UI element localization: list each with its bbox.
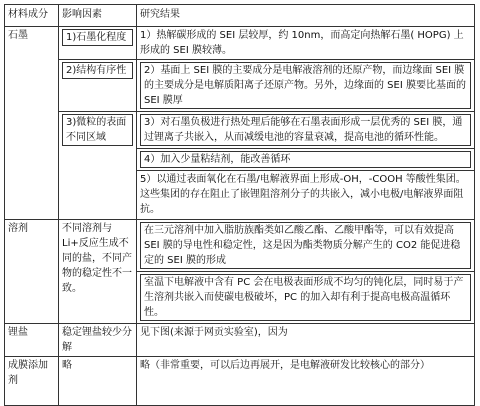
cell-material-additive: 成膜添加剂: [5, 357, 59, 406]
cell-result-lithium-salt: 见下图(来源于网贡实验室)，因为: [137, 324, 475, 357]
table-header-row: [5, 5, 475, 27]
table-row-graphite-2: [5, 60, 475, 112]
research-table-page: [4, 4, 474, 406]
cell-factor-additive: 略: [59, 357, 137, 406]
cell-factor-lithium-salt: 稳定锂盐较少分解: [59, 324, 137, 357]
cell-material-lithium-salt: 锂盐: [5, 324, 59, 357]
factor-box-2: 2)结构有序性: [62, 62, 133, 79]
result-box-solvent-2: 室温下电解液中含有 PC 会在电极表面形成不均匀的钝化层，同时易于产生溶剂共嵌入而使碳电极破坏，PC 的加入却有利于提高电极高温循环性。: [140, 274, 471, 321]
cell-material-graphite: 石墨: [5, 27, 59, 220]
cell-result-additive: 略（非常重要，可以后边再展开，是电解液研发比较核心的部分）: [137, 357, 475, 406]
cell-factor-graphitization: [59, 27, 137, 60]
table-row-solvent: [5, 220, 475, 272]
factor-box-1: 1)石墨化程度: [62, 29, 133, 46]
result-box-4: 4）加入少量粘结剂，能改善循环: [140, 151, 471, 168]
cell-result-1: 1）热解碳形成的 SEI 层较厚，约 10nm，而高定向热解石墨( HOPG) 上形成的 SEI 膜较薄。: [137, 27, 475, 60]
table-row-additive: [5, 357, 475, 406]
cell-factor-solvent: 不同溶剂与 Li+反应生成不同的盐，不同产物的稳定性不一致。: [59, 220, 137, 324]
cell-factor-surface: [59, 112, 137, 220]
factor-box-3: 3)微粒的表面不同区域: [62, 114, 133, 146]
sei-research-table: [4, 4, 475, 406]
cell-result-4: [137, 149, 475, 171]
cell-result-solvent-1: [137, 220, 475, 272]
header-material: 材料成分: [5, 5, 59, 27]
table-row-graphite: [5, 27, 475, 60]
header-factors: 影响因素: [59, 5, 137, 27]
cell-material-solvent: 溶剂: [5, 220, 59, 324]
cell-result-2: [137, 60, 475, 112]
cell-result-solvent-2: [137, 272, 475, 324]
table-row-lithium-salt: [5, 324, 475, 357]
result-box-solvent-1: 在三元溶剂中加入脂肪族酯类如乙酸乙酯、乙酸甲酯等，可以有效提高 SEI 膜的导电性和稳定性，这是因为酯类物质分解产生的 CO2 能促进稳定的 SEI 膜的形成: [140, 222, 471, 269]
cell-result-3: [137, 112, 475, 149]
header-results: 研究结果: [137, 5, 475, 27]
result-box-3: 3）对石墨负极进行热处理后能够在石墨表面形成一层优秀的 SEI 膜，通过锂离子共嵌入，从而减缓电池的容量衰减，提高电池的循环性能。: [140, 114, 471, 146]
table-row-graphite-3: [5, 112, 475, 149]
cell-result-5: 5）以通过表面氧化在石墨/电解液界面上形成-OH，-COOH 等酸性集团。这些集团的存在阻止了嵌锂阻溶剂分子的共嵌入，减小电极/电解液界面阻抗。: [137, 171, 475, 220]
result-box-2: 2）基面上 SEI 膜的主要成分是电解液溶剂的还原产物，而边缘面 SEI 膜的主要成分是电解质阳离子还原产物。另外，边缘面的 SEI 膜要比基面的 SEI 膜厚: [140, 62, 471, 109]
cell-factor-order: [59, 60, 137, 112]
